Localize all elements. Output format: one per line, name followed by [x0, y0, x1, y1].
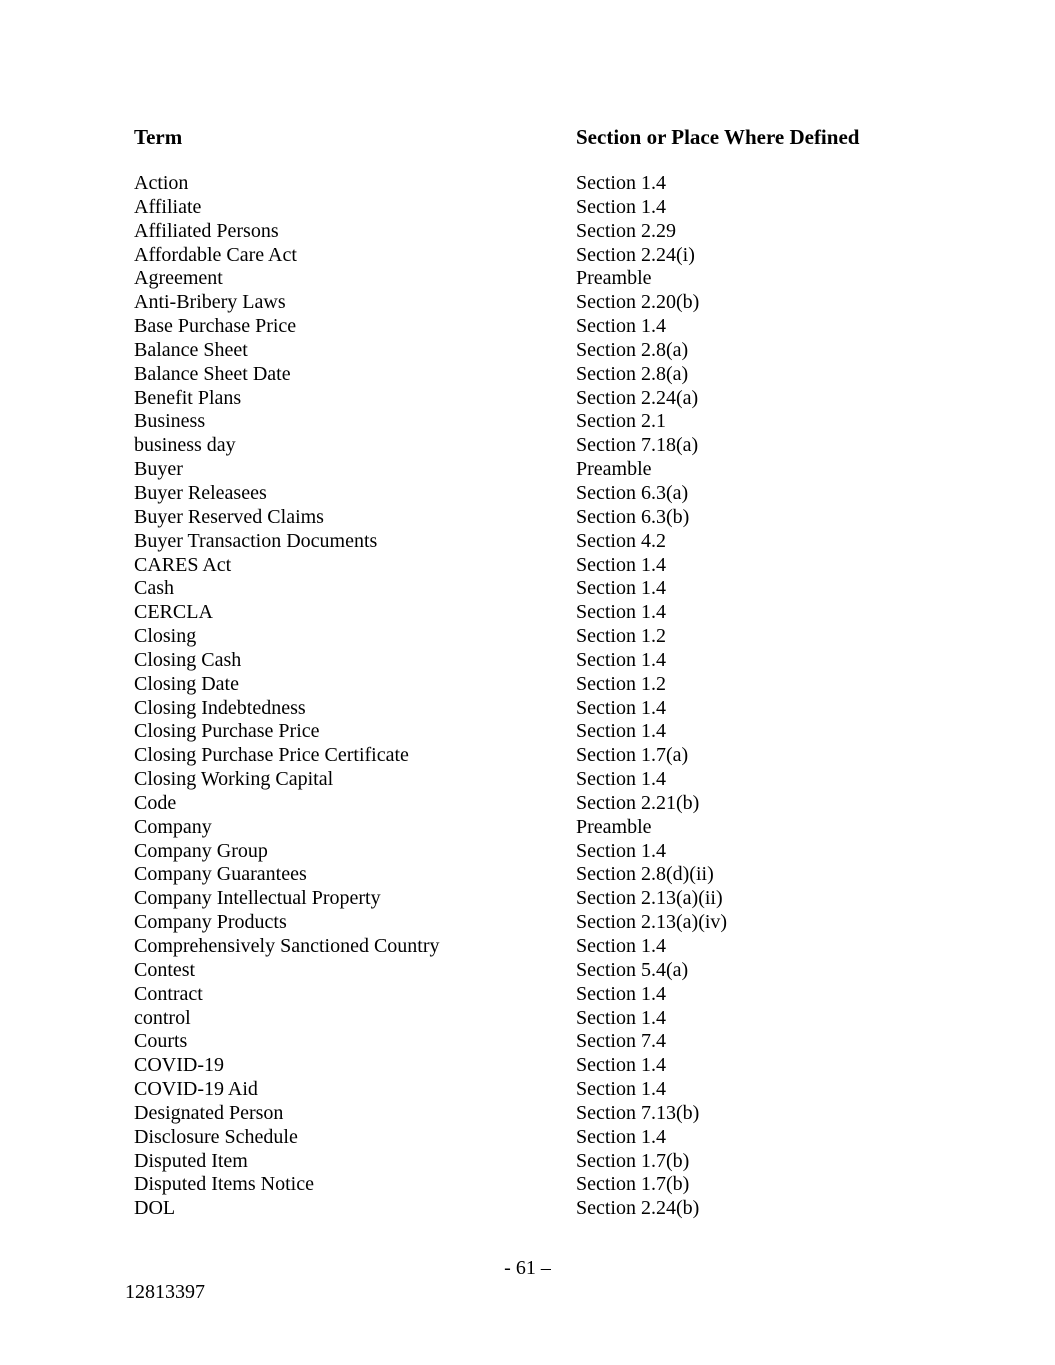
term-cell: Code	[134, 791, 177, 814]
page-number: - 61 –	[504, 1257, 551, 1279]
section-cell: Section 1.2	[576, 672, 666, 695]
section-cell: Section 2.29	[576, 219, 676, 242]
table-row	[0, 172, 1055, 196]
definitions-table	[0, 172, 1055, 1221]
term-cell: CARES Act	[134, 553, 232, 576]
section-cell: Section 2.1	[576, 410, 666, 433]
term-cell: Closing Purchase Price Certificate	[134, 744, 409, 767]
term-cell: COVID-19	[134, 1054, 224, 1077]
section-cell: Section 1.4	[576, 720, 666, 743]
table-row	[0, 315, 1055, 339]
term-cell: Anti-Bribery Laws	[134, 291, 286, 314]
term-cell: Buyer Transaction Documents	[134, 529, 378, 552]
term-cell: Benefit Plans	[134, 386, 242, 409]
term-cell: Affiliate	[134, 195, 202, 218]
table-row	[0, 1150, 1055, 1174]
term-cell: Disputed Item	[134, 1149, 248, 1172]
term-cell: Closing Working Capital	[134, 768, 334, 791]
section-cell: Section 1.7(b)	[576, 1149, 690, 1172]
section-cell: Section 1.4	[576, 553, 666, 576]
term-cell: Courts	[134, 1030, 188, 1053]
term-cell: Closing Indebtedness	[134, 696, 306, 719]
term-cell: Contest	[134, 958, 196, 981]
section-cell: Section 7.18(a)	[576, 434, 699, 457]
term-cell: CERCLA	[134, 601, 213, 624]
table-row	[0, 720, 1055, 744]
table-row	[0, 625, 1055, 649]
term-cell: Agreement	[134, 267, 223, 290]
section-column-header: Section or Place Where Defined	[576, 125, 860, 149]
table-row	[0, 434, 1055, 458]
section-cell: Section 1.4	[576, 577, 666, 600]
section-cell: Section 1.4	[576, 982, 666, 1005]
table-row	[0, 840, 1055, 864]
section-cell: Section 1.4	[576, 315, 666, 338]
table-row	[0, 1102, 1055, 1126]
section-cell: Section 1.7(a)	[576, 744, 689, 767]
table-row	[0, 983, 1055, 1007]
section-cell: Section 1.4	[576, 648, 666, 671]
section-cell: Section 1.4	[576, 696, 666, 719]
section-cell: Section 2.20(b)	[576, 291, 700, 314]
table-row	[0, 506, 1055, 530]
term-cell: Buyer Reserved Claims	[134, 505, 324, 528]
section-cell: Section 5.4(a)	[576, 958, 689, 981]
term-cell: Affiliated Persons	[134, 219, 279, 242]
term-cell: Closing Purchase Price	[134, 720, 320, 743]
section-cell: Section 2.24(a)	[576, 386, 699, 409]
term-cell: Closing Cash	[134, 648, 242, 671]
section-cell: Section 2.8(a)	[576, 338, 689, 361]
section-cell: Section 1.4	[576, 1078, 666, 1101]
section-cell: Section 1.4	[576, 1054, 666, 1077]
term-cell: Disclosure Schedule	[134, 1125, 298, 1148]
section-cell: Section 1.4	[576, 1125, 666, 1148]
term-cell: Action	[134, 172, 189, 194]
section-cell: Section 2.8(a)	[576, 362, 689, 385]
table-row	[0, 458, 1055, 482]
section-cell: Preamble	[576, 815, 652, 838]
section-cell: Section 2.24(b)	[576, 1197, 700, 1220]
table-row	[0, 220, 1055, 244]
table-row	[0, 744, 1055, 768]
table-row	[0, 410, 1055, 434]
section-cell: Section 1.4	[576, 601, 666, 624]
term-cell: Closing	[134, 625, 197, 648]
term-cell: DOL	[134, 1197, 176, 1220]
term-column-header: Term	[134, 125, 183, 149]
term-cell: Comprehensively Sanctioned Country	[134, 935, 440, 957]
section-cell: Section 1.4	[576, 768, 666, 791]
table-row	[0, 792, 1055, 816]
table-row	[0, 363, 1055, 387]
table-row	[0, 196, 1055, 220]
table-row	[0, 1197, 1055, 1221]
document-id: 12813397	[125, 1281, 205, 1303]
table-row	[0, 1126, 1055, 1150]
table-row	[0, 267, 1055, 291]
table-row	[0, 1078, 1055, 1102]
section-cell: Section 2.13(a)(iv)	[576, 911, 728, 934]
term-cell: Buyer	[134, 458, 183, 481]
term-cell: Business	[134, 410, 206, 433]
table-row	[0, 697, 1055, 721]
table-row	[0, 887, 1055, 911]
table-row	[0, 959, 1055, 983]
term-cell: Contract	[134, 982, 203, 1005]
table-row	[0, 935, 1055, 959]
section-cell: Preamble	[576, 458, 652, 481]
table-row	[0, 673, 1055, 697]
term-cell: Affordable Care Act	[134, 243, 297, 266]
term-cell: Closing Date	[134, 672, 239, 695]
section-cell: Section 2.13(a)(ii)	[576, 887, 723, 910]
table-row	[0, 244, 1055, 268]
table-row	[0, 601, 1055, 625]
table-row	[0, 768, 1055, 792]
term-cell: Company Products	[134, 911, 287, 934]
term-cell: business day	[134, 434, 236, 457]
table-row	[0, 530, 1055, 554]
section-cell: Section 6.3(a)	[576, 481, 689, 504]
table-row	[0, 482, 1055, 506]
term-cell: Disputed Items Notice	[134, 1173, 314, 1196]
table-row	[0, 1030, 1055, 1054]
section-cell: Section 7.13(b)	[576, 1101, 700, 1124]
table-row	[0, 577, 1055, 601]
section-cell: Section 1.4	[576, 195, 666, 218]
term-cell: Buyer Releasees	[134, 481, 267, 504]
section-cell: Preamble	[576, 267, 652, 290]
table-row	[0, 1173, 1055, 1197]
table-row	[0, 1054, 1055, 1078]
table-row	[0, 649, 1055, 673]
section-cell: Section 6.3(b)	[576, 505, 690, 528]
section-cell: Section 1.4	[576, 1006, 666, 1029]
table-row	[0, 554, 1055, 578]
table-row	[0, 339, 1055, 363]
table-row	[0, 387, 1055, 411]
term-cell: Designated Person	[134, 1101, 284, 1124]
term-cell: Balance Sheet Date	[134, 362, 291, 385]
section-cell: Section 1.4	[576, 172, 666, 194]
term-cell: Company Intellectual Property	[134, 887, 381, 910]
section-cell: Section 1.4	[576, 935, 666, 957]
table-row	[0, 1007, 1055, 1031]
section-cell: Section 2.8(d)(ii)	[576, 863, 714, 886]
table-row	[0, 863, 1055, 887]
table-row	[0, 816, 1055, 840]
table-row	[0, 291, 1055, 315]
section-cell: Section 1.2	[576, 625, 666, 648]
table-header	[0, 124, 1055, 150]
term-cell: Company Guarantees	[134, 863, 307, 886]
term-cell: Company	[134, 815, 212, 838]
table-row	[0, 911, 1055, 935]
section-cell: Section 2.21(b)	[576, 791, 700, 814]
section-cell: Section 4.2	[576, 529, 666, 552]
term-cell: Balance Sheet	[134, 338, 248, 361]
term-cell: Company Group	[134, 839, 268, 862]
section-cell: Section 1.4	[576, 839, 666, 862]
section-cell: Section 2.24(i)	[576, 243, 695, 266]
term-cell: Cash	[134, 577, 174, 600]
term-cell: Base Purchase Price	[134, 315, 297, 338]
term-cell: control	[134, 1006, 191, 1029]
term-cell: COVID-19 Aid	[134, 1078, 258, 1101]
section-cell: Section 7.4	[576, 1030, 666, 1053]
section-cell: Section 1.7(b)	[576, 1173, 690, 1196]
